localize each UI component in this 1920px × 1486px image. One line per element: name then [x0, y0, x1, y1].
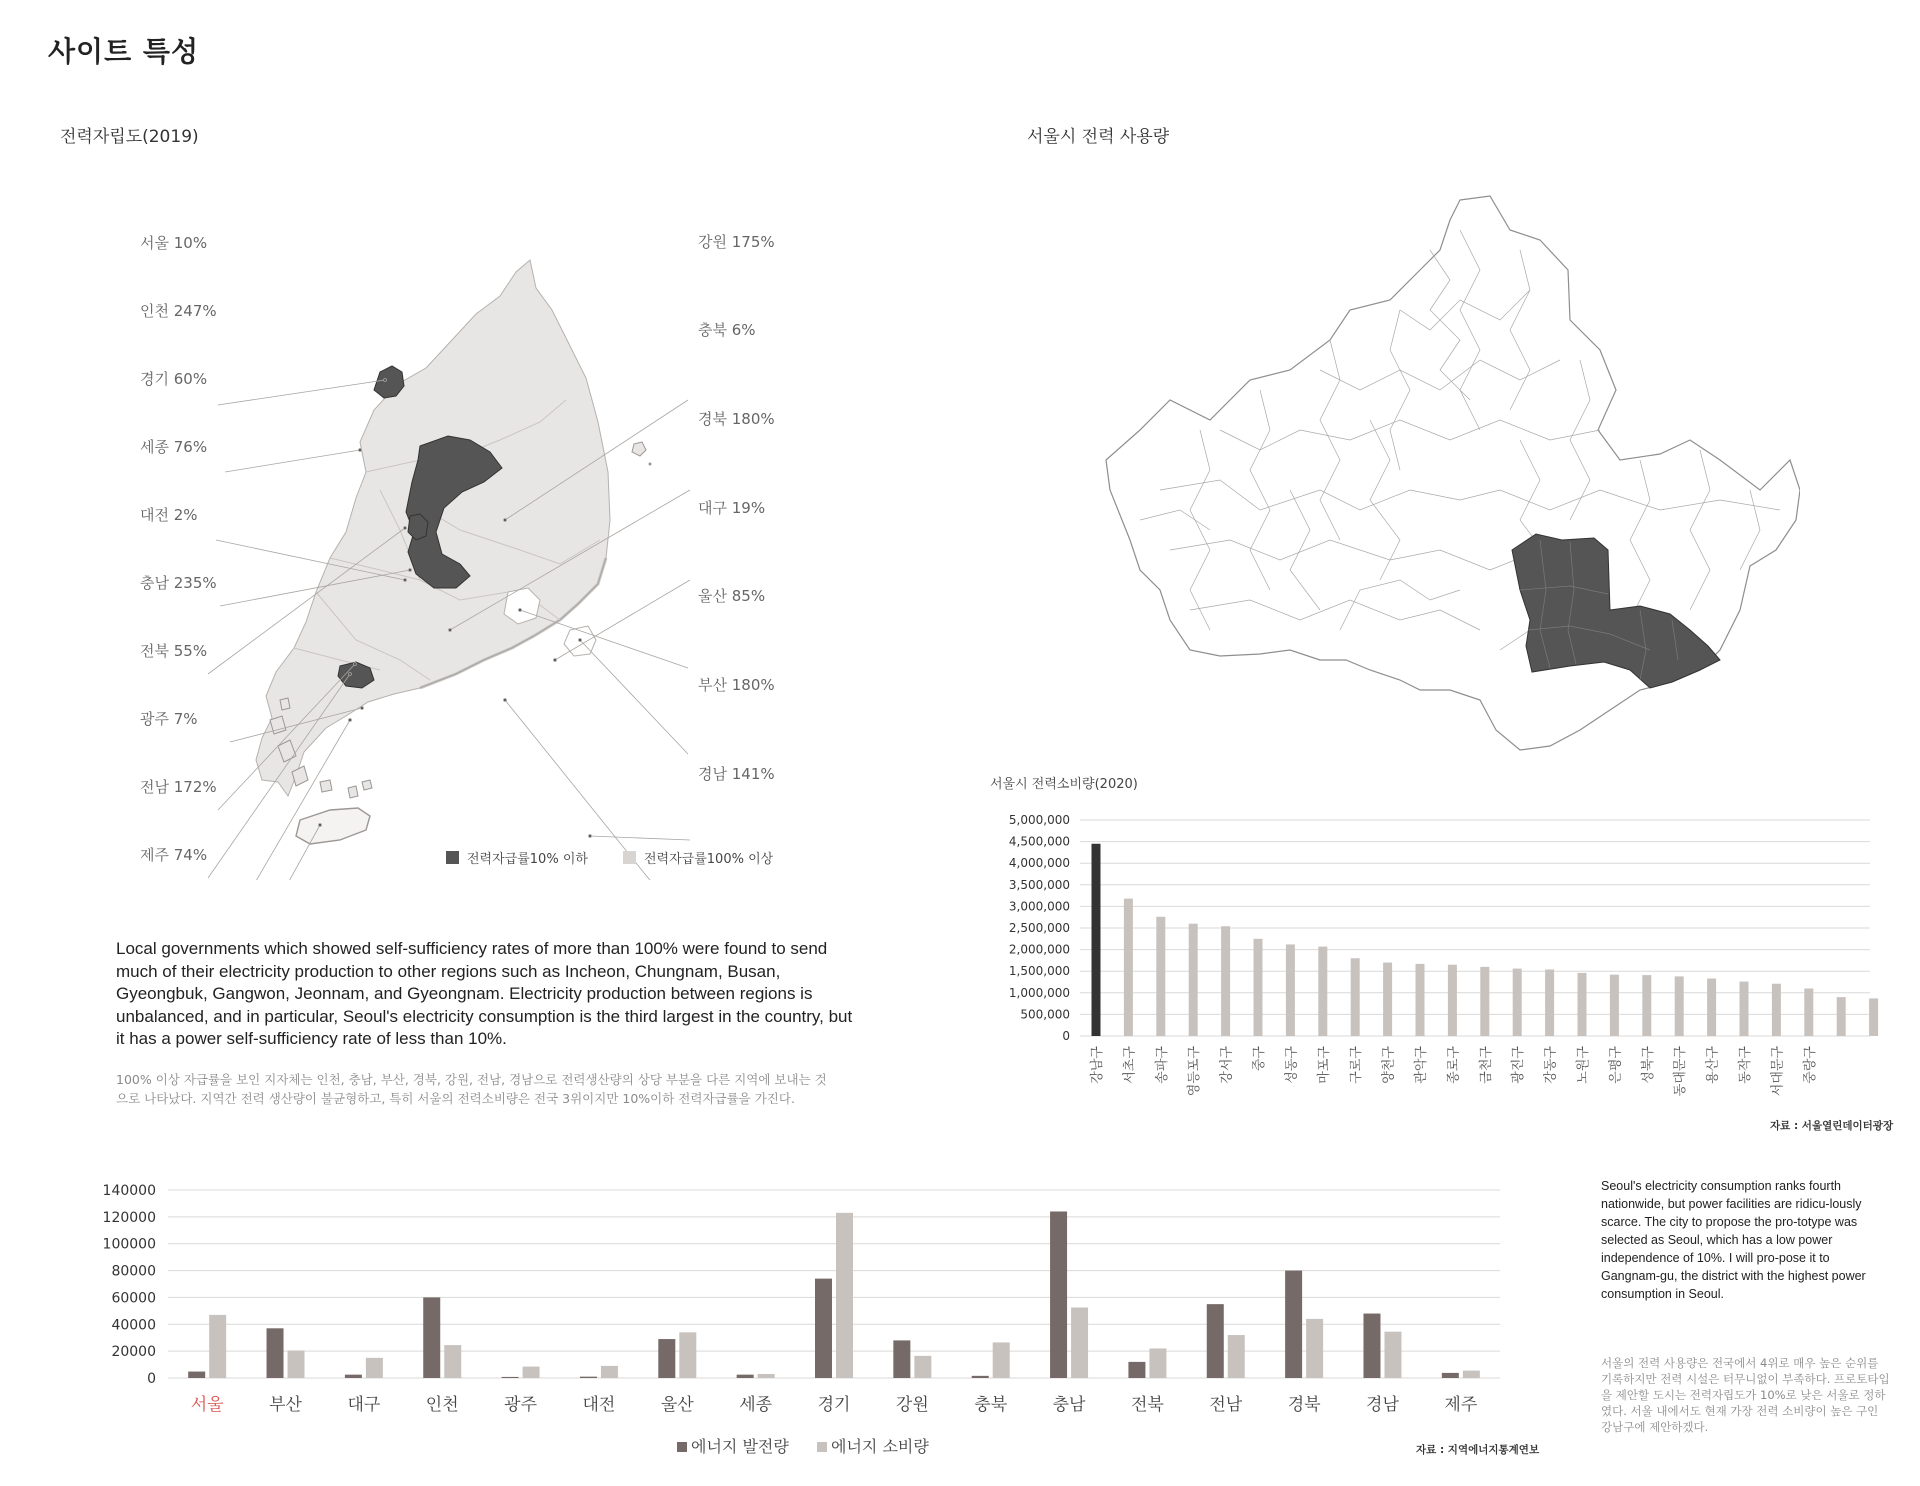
- national-ytick-label: 40000: [111, 1317, 156, 1334]
- national-bar-consumption: [366, 1358, 383, 1378]
- national-xtick-label: 울산: [660, 1395, 694, 1415]
- korea-map-title: 전력자립도(2019): [60, 127, 199, 147]
- seoul-xtick-label: 양천구: [1381, 1046, 1397, 1084]
- seoul-xtick-label: 성동구: [1284, 1046, 1300, 1084]
- seoul-xtick-label: 중구: [1252, 1046, 1267, 1072]
- national-bar-generation: [972, 1376, 989, 1378]
- map-label-right-0: 강원 175%: [698, 233, 775, 251]
- korean-paragraph: 100% 이상 자급률을 보인 지자체는 인천, 충남, 부산, 경북, 강원, 전남, 경남으로 전력생산량의 상당 부분을 다른 지역에 보내는 것으로 나타났다. 지역간 전력 생산량이 불균형하고, 특히 서울의 전력소비량은 전국 3위이지만 10%이하 전력자급률을 가진다.: [116, 1072, 827, 1106]
- national-bar-generation: [345, 1375, 362, 1378]
- seoul-xtick-label: 광진구: [1511, 1046, 1527, 1084]
- national-bar-consumption: [758, 1374, 775, 1378]
- seoul-bar: [1578, 973, 1587, 1036]
- national-ytick-label: 80000: [111, 1263, 156, 1280]
- seoul-chart-source: 자료 : 서울열린데이터광장: [1770, 1120, 1894, 1132]
- national-xtick-label: 경북: [1287, 1395, 1321, 1415]
- seoul-ytick-label: 0: [1062, 1029, 1070, 1043]
- seoul-ytick-label: 1,500,000: [1008, 964, 1070, 979]
- legend-swatch-light: [623, 851, 636, 864]
- seoul-bar: [1286, 944, 1295, 1036]
- seoul-bar: [1124, 899, 1133, 1036]
- seoul-bar: [1513, 969, 1522, 1036]
- national-bar-generation: [1128, 1362, 1145, 1378]
- seoul-xtick-label: 강동구: [1543, 1046, 1559, 1084]
- national-bar-generation: [267, 1328, 284, 1378]
- national-xtick-label: 경남: [1366, 1395, 1399, 1415]
- side-korean-paragraph: 서울의 전력 사용량은 전국에서 4위로 매우 높은 순위를 기록하지만 전력 시설은 터무니없이 부족하다. 프로토타입을 제안할 도시는 전력자립도가 10%로 낮은 서울로 정하였다. 서울 내에서도 현재 가장 전력 소비량이 높은 구인 강남구에 제안하겠다.: [1601, 1356, 1890, 1434]
- seoul-ytick-label: 5,000,000: [1008, 813, 1070, 827]
- national-legend-label: 에너지 소비량: [831, 1437, 929, 1456]
- seoul-consumption-chart: [980, 800, 1880, 1120]
- seoul-bar: [1448, 965, 1457, 1036]
- national-bar-consumption: [836, 1213, 853, 1378]
- seoul-xtick-label: 노원구: [1576, 1046, 1591, 1084]
- seoul-bar: [1642, 975, 1651, 1036]
- national-bar-consumption: [1384, 1332, 1401, 1378]
- seoul-xtick-label: 종로구: [1446, 1046, 1462, 1084]
- korea-map: [0, 160, 820, 880]
- national-bar-consumption: [914, 1356, 931, 1378]
- seoul-bar: [1351, 958, 1360, 1036]
- seoul-xtick-label: 동대문구: [1673, 1046, 1689, 1097]
- seoul-chart-title: 서울시 전력소비량(2020): [990, 777, 1138, 792]
- seoul-ytick-label: 3,000,000: [1008, 899, 1070, 914]
- seoul-xtick-label: 서대문구: [1770, 1046, 1786, 1097]
- seoul-bar: [1221, 926, 1230, 1036]
- seoul-bar: [1480, 967, 1489, 1036]
- national-xtick-label: 제주: [1444, 1395, 1478, 1415]
- map-label-left-4: 대전 2%: [140, 506, 198, 524]
- seoul-bar: [1318, 947, 1327, 1036]
- national-bar-generation: [1363, 1314, 1380, 1378]
- map-label-left-6: 전북 55%: [140, 642, 208, 660]
- seoul-bar: [1707, 979, 1716, 1036]
- national-bar-generation: [1285, 1271, 1302, 1378]
- legend-label-high: 전력자급률100% 이상: [644, 852, 774, 867]
- seoul-ytick-label: 500,000: [1020, 1007, 1070, 1022]
- national-bar-consumption: [209, 1315, 226, 1378]
- seoul-xtick-label: 마포구: [1316, 1046, 1332, 1084]
- national-xtick-label: 전북: [1130, 1395, 1164, 1415]
- national-bar-generation: [1207, 1304, 1224, 1378]
- seoul-map-title: 서울시 전력 사용량: [1027, 127, 1170, 147]
- national-bar-generation: [658, 1339, 675, 1378]
- seoul-bar: [1772, 984, 1781, 1036]
- map-label-right-3: 대구 19%: [698, 499, 766, 517]
- map-legend-low: [446, 848, 588, 867]
- national-legend-label: 에너지 발전량: [691, 1437, 789, 1456]
- national-xtick-label: 강원: [895, 1395, 929, 1415]
- national-bar-consumption: [1306, 1319, 1323, 1378]
- national-xtick-label: 대구: [347, 1395, 381, 1415]
- page-title: 사이트 특성: [48, 35, 199, 68]
- english-paragraph: Local governments which showed self-sufficiency rates of more than 100% were found to send much of their electricity production to other regions such as Incheon, Chungnam, Busan, Gyeongbuk, Gangwon, Jeonnam, and Gyeongnam. Electricity production between regions is unbalanced, and in particular, Seoul's electricity consumption is the third largest in the country, but it has a power self-sufficiency rate of less than 10%.: [116, 939, 853, 1048]
- national-bar-generation: [1050, 1211, 1067, 1378]
- map-label-left-0: 서울 10%: [140, 234, 208, 252]
- national-bar-generation: [580, 1377, 597, 1378]
- national-xtick-label: 광주: [504, 1395, 538, 1415]
- seoul-ytick-label: 2,500,000: [1008, 921, 1070, 935]
- seoul-xtick-label: 용산구: [1705, 1046, 1721, 1084]
- national-ytick-label: 0: [147, 1371, 156, 1387]
- national-legend-swatch: [677, 1442, 687, 1452]
- seoul-bar: [1837, 997, 1846, 1036]
- national-bar-generation: [188, 1372, 205, 1378]
- national-ytick-label: 100000: [102, 1236, 156, 1253]
- seoul-bar: [1804, 988, 1813, 1036]
- national-xtick-label: 충북: [974, 1395, 1008, 1415]
- seoul-xtick-label: 영등포구: [1187, 1046, 1203, 1097]
- map-label-left-5: 충남 235%: [140, 574, 217, 592]
- map-label-right-5: 부산 180%: [698, 676, 775, 694]
- map-legend-high: [623, 848, 773, 867]
- seoul-xtick-label: 강남구: [1090, 1046, 1105, 1084]
- seoul-bar: [1156, 917, 1165, 1036]
- national-bar-generation: [893, 1340, 910, 1378]
- region-jeju: [296, 808, 370, 844]
- seoul-ytick-label: 1,000,000: [1008, 985, 1070, 1000]
- seoul-ytick-label: 4,500,000: [1008, 834, 1070, 849]
- national-ytick-label: 140000: [102, 1183, 156, 1199]
- national-xtick-label: 대전: [582, 1395, 616, 1415]
- seoul-bar: [1383, 963, 1392, 1036]
- national-xtick-label: 서울: [190, 1395, 224, 1415]
- seoul-xtick-label: 서초구: [1122, 1046, 1138, 1084]
- map-label-left-8: 전남 172%: [140, 778, 217, 796]
- seoul-xtick-label: 송파구: [1154, 1046, 1170, 1084]
- seoul-ytick-label: 2,000,000: [1008, 942, 1070, 957]
- seoul-xtick-label: 중랑구: [1802, 1046, 1818, 1084]
- seoul-bar: [1610, 975, 1619, 1036]
- national-chart-source: 자료 : 지역에너지통계연보: [1416, 1444, 1540, 1456]
- side-english-paragraph: Seoul's electricity consumption ranks fourth nationwide, but power facilities are ridicu-lously scarce. The city to propose the pro-totype was selected as Seoul, which has a low power independence of 10%. I will pro-pose it to Gangnam-gu, the district with the highest power consumption in Seoul.: [1601, 1179, 1866, 1301]
- national-bar-consumption: [1463, 1371, 1480, 1378]
- national-bar-consumption: [1071, 1308, 1088, 1379]
- national-bar-consumption: [679, 1332, 696, 1378]
- seoul-xtick-label: 강서구: [1219, 1046, 1235, 1084]
- national-bar-generation: [737, 1375, 754, 1378]
- seoul-bar: [1869, 998, 1878, 1036]
- national-legend-swatch: [817, 1442, 827, 1452]
- seoul-bar: [1189, 924, 1198, 1036]
- national-ytick-label: 120000: [102, 1209, 156, 1226]
- national-xtick-label: 부산: [269, 1395, 302, 1415]
- seoul-bar: [1740, 982, 1749, 1036]
- seoul-ytick-label: 3,500,000: [1008, 877, 1070, 892]
- seoul-ytick-label: 4,000,000: [1008, 856, 1070, 871]
- seoul-bar: [1416, 964, 1425, 1036]
- map-label-left-2: 경기 60%: [140, 370, 208, 388]
- legend-label-low: 전력자급률10% 이하: [467, 852, 588, 867]
- seoul-map: [1100, 190, 1800, 760]
- map-label-right-6: 경남 141%: [698, 765, 775, 783]
- legend-swatch-dark: [446, 851, 459, 864]
- seoul-bar: [1545, 969, 1554, 1036]
- national-bar-consumption: [1149, 1348, 1166, 1378]
- map-label-right-2: 경북 180%: [698, 410, 775, 428]
- seoul-bar: [1675, 976, 1684, 1036]
- national-ytick-label: 20000: [111, 1344, 156, 1361]
- national-bar-generation: [502, 1377, 519, 1378]
- national-bar-consumption: [523, 1367, 540, 1378]
- national-xtick-label: 인천: [425, 1395, 459, 1415]
- national-bar-consumption: [288, 1350, 305, 1378]
- map-label-left-1: 인천 247%: [140, 302, 217, 320]
- national-bar-consumption: [1228, 1335, 1245, 1378]
- seoul-xtick-label: 금천구: [1478, 1046, 1494, 1084]
- national-bar-consumption: [601, 1366, 618, 1378]
- national-bar-consumption: [444, 1345, 461, 1378]
- national-xtick-label: 경기: [817, 1395, 851, 1415]
- seoul-xtick-label: 동작구: [1738, 1046, 1753, 1084]
- national-bar-generation: [1442, 1373, 1459, 1378]
- seoul-xtick-label: 관악구: [1414, 1046, 1429, 1084]
- seoul-xtick-label: 구로구: [1349, 1046, 1365, 1084]
- national-xtick-label: 세종: [739, 1395, 773, 1415]
- map-label-left-7: 광주 7%: [140, 710, 198, 728]
- seoul-xtick-label: 은평구: [1608, 1046, 1624, 1084]
- national-energy-chart: [80, 1170, 1530, 1470]
- map-label-left-3: 세종 76%: [140, 438, 208, 456]
- seoul-xtick-label: 성북구: [1640, 1046, 1656, 1084]
- map-label-right-4: 울산 85%: [698, 587, 766, 605]
- national-xtick-label: 전남: [1209, 1395, 1243, 1415]
- national-bar-generation: [815, 1279, 832, 1378]
- seoul-bar: [1254, 939, 1263, 1036]
- national-xtick-label: 충남: [1052, 1395, 1086, 1415]
- national-bar-generation: [423, 1297, 440, 1378]
- national-bar-consumption: [993, 1342, 1010, 1378]
- national-ytick-label: 60000: [111, 1290, 156, 1307]
- seoul-bar: [1092, 844, 1101, 1036]
- map-label-right-1: 충북 6%: [698, 321, 756, 339]
- map-label-left-9: 제주 74%: [140, 846, 208, 864]
